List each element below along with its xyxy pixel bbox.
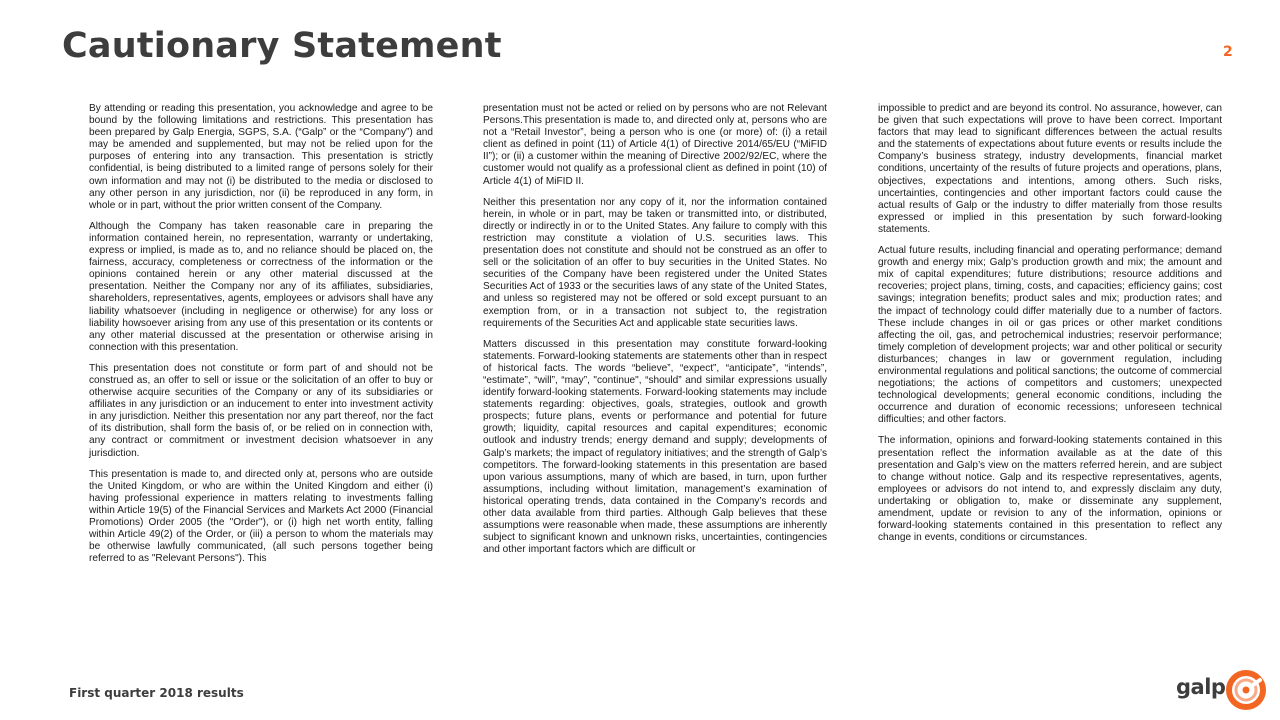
- paragraph: Matters discussed in this presentation may constitute forward-looking statements. Forward-looking statements are statements other than in respect of historical facts. The words “believe”, “expect”, “anticipate”, “intends”, “estimate”, “will”, “may”, "continue", “should” and similar expressions usually identify forward-looking statements. Forward-looking statements may include statements regarding: objectives, goals, strategies, outlook and growth prospects; future plans, events or performance and potential for future growth; liquidity, capital resources and capital expenditures; economic outlook and industry trends; energy demand and supply; developments of Galp’s markets; the impact of regulatory initiatives; and the strength of Galp’s competitors. The forward-looking statements in this presentation are based upon various assumptions, many of which are based, in turn, upon further assumptions, including without limitation, management’s examination of historical operating trends, data contained in the Company’s records and other data available from third parties. Although Galp believes that these assumptions were reasonable when made, these assumptions are inherently subject to significant known and unknown risks, uncertainties, contingencies and other important factors which are difficult or: [483, 338, 827, 556]
- paragraph: impossible to predict and are beyond its control. No assurance, however, can be given that such expectations will prove to have been correct. Important factors that may lead to significant differences between the actual results and the statements of expectations about future events or results include the Company’s business strategy, industry developments, financial market conditions, uncertainty of the results of future projects and operations, plans, objectives, expectations and intentions, among others. Such risks, uncertainties, contingencies and other important factors could cause the actual results of Galp or the industry to differ materially from those results expressed or implied in this presentation by such forward-looking statements.: [878, 103, 1222, 235]
- column-3: [878, 103, 1222, 553]
- paragraph: This presentation does not constitute or form part of and should not be construed as, an offer to sell or issue or the solicitation of an offer to buy or otherwise acquire securities of the Company or any of its subsidiaries or affiliates in any jurisdiction or an inducement to enter into investment activity in any jurisdiction. Neither this presentation nor any part thereof, nor the fact of its distribution, shall form the basis of, or be relied on in connection with, any contract or commitment or investment decision whatsoever in any jurisdiction.: [89, 362, 433, 459]
- logo-wordmark: galp: [1176, 675, 1226, 699]
- paragraph: The information, opinions and forward-looking statements contained in this presentation reflect the information available as at the date of this presentation and Galp’s view on the matters referred herein, and are subject to change without notice. Galp and its respective representatives, agents, employees or advisors do not intend to, and expressly disclaim any duty, undertaking or obligation to, make or disseminate any supplement, amendment, update or revision to any of the information, opinions or forward-looking statements contained in this presentation to reflect any change in events, conditions or circumstances.: [878, 435, 1222, 544]
- galp-logo: [1176, 670, 1266, 714]
- column-2: [483, 103, 827, 565]
- paragraph: By attending or reading this presentation, you acknowledge and agree to be bound by the following limitations and restrictions. This presentation has been prepared by Galp Energia, SGPS, S.A. (“Galp” or the “Company”) and may be amended and supplemented, but may not be relied upon for the purposes of entering into any transaction. This presentation is strictly confidential, is being distributed to a limited range of persons solely for their own information and may not (i) be distributed to the media or disclosed to any other person in any jurisdiction, nor (ii) be reproduced in any form, in whole or in part, without the prior written consent of the Company.: [89, 103, 433, 211]
- page-number: 2: [1223, 44, 1233, 60]
- galp-logo-icon: [1226, 670, 1266, 714]
- footer-text: First quarter 2018 results: [69, 686, 244, 700]
- paragraph: Although the Company has taken reasonable care in preparing the information contained herein, no representation, warranty or undertaking, express or implied, is made as to, and no reliance should be placed on, the fairness, accuracy, completeness or correctness of the information or the opinions contained herein or any other material discussed at the presentation. Neither the Company nor any of its affiliates, subsidiaries, shareholders, representatives, agents, employees or advisors shall have any liability whatsoever (including in negligence or otherwise) for any loss or liability howsoever arising from any use of this presentation or its contents or any other material discussed at the presentation or otherwise arising in connection with this presentation.: [89, 220, 433, 353]
- paragraph: Actual future results, including financial and operating performance; demand growth and energy mix; Galp’s production growth and mix; the amount and mix of capital expenditures; future distributions; resource additions and recoveries; project plans, timing, costs, and capacities; efficiency gains; cost savings; integration benefits; product sales and mix; production rates; and the impact of technology could differ materially due to a number of factors. These include changes in oil or gas prices or other market conditions affecting the oil, gas, and petrochemical industries; reservoir performance; timely completion of development projects; war and other political or security disturbances; changes in law or government regulation, including environmental regulations and political sanctions; the outcome of commercial negotiations; the actions of competitors and customers; unexpected technological developments; general economic conditions, including the occurrence and duration of economic recessions; unforeseen technical difficulties; and other factors.: [878, 245, 1222, 426]
- column-1: [89, 103, 433, 574]
- page-title: Cautionary Statement: [62, 26, 502, 66]
- paragraph: presentation must not be acted or relied on by persons who are not Relevant Persons.This presentation is made to, and directed only at, persons who are not a “Retail Investor”, being a person who is one (or more) of: (i) a retail client as defined in point (11) of Article 4(1) of Directive 2014/65/EU (“MiFID II”); or (ii) a customer within the meaning of Directive 2002/92/EC, where the customer would not qualify as a professional client as defined in point (10) of Article 4(1) of MiFID II.: [483, 103, 827, 187]
- paragraph: This presentation is made to, and directed only at, persons who are outside the United Kingdom, or who are within the United Kingdom and either (i) having professional experience in matters relating to investments falling within Article 19(5) of the Financial Services and Markets Act 2000 (Financial Promotions) Order 2005 (the "Order"), or (i) high net worth entity, falling within Article 49(2) of the Order, or (iii) a person to whom the materials may be otherwise lawfully communicated, (all such persons together being referred to as "Relevant Persons"). This: [89, 468, 433, 565]
- paragraph: Neither this presentation nor any copy of it, nor the information contained herein, in whole or in part, may be taken or transmitted into, or distributed, directly or indirectly in or to the United States. Any failure to comply with this restriction may constitute a violation of U.S. securities laws. This presentation does not constitute and should not be construed as an offer to sell or the solicitation of an offer to buy securities in the United States. No securities of the Company have been registered under the United States Securities Act of 1933 or the securities laws of any state of the United States, and unless so registered may not be offered or sold except pursuant to an exemption from, or in a transaction not subject to, the registration requirements of the Securities Act and applicable state securities laws.: [483, 196, 827, 329]
